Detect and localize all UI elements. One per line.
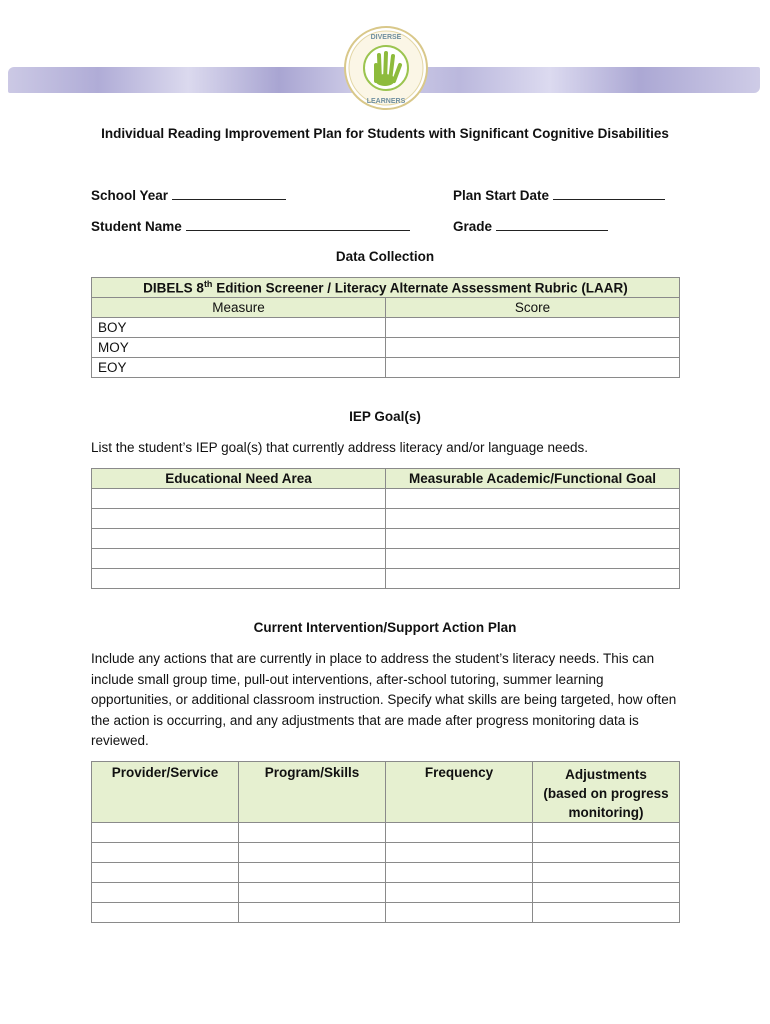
score-cell[interactable] <box>386 358 680 378</box>
grade-field[interactable] <box>453 218 608 234</box>
adjustments-cell[interactable] <box>533 883 680 903</box>
table-row <box>92 823 680 843</box>
table-row <box>92 529 680 549</box>
measure-cell: BOY <box>92 318 386 338</box>
provider-header: Provider/Service <box>92 762 239 823</box>
frequency-cell[interactable] <box>386 823 533 843</box>
data-collection-table <box>91 277 680 378</box>
table-row <box>92 358 680 378</box>
goal-header: Measurable Academic/Functional Goal <box>386 469 680 489</box>
diverse-learners-logo <box>343 25 429 111</box>
provider-cell[interactable] <box>92 863 239 883</box>
program-header: Program/Skills <box>239 762 386 823</box>
need-area-header: Educational Need Area <box>92 469 386 489</box>
frequency-cell[interactable] <box>386 843 533 863</box>
iep-instruction: List the student’s IEP goal(s) that currently address literacy and/or language needs. <box>91 440 589 455</box>
adjustments-header: Adjustments (based on progress monitoring) <box>533 762 680 823</box>
table-row <box>92 489 680 509</box>
frequency-cell[interactable] <box>386 903 533 923</box>
table-row <box>92 863 680 883</box>
svg-text:DIVERSE: DIVERSE <box>370 34 402 41</box>
program-cell[interactable] <box>239 843 386 863</box>
need-area-cell[interactable] <box>92 489 386 509</box>
goal-cell[interactable] <box>386 549 680 569</box>
adjustments-cell[interactable] <box>533 823 680 843</box>
goal-cell[interactable] <box>386 569 680 589</box>
iep-goals-table <box>91 468 680 589</box>
table-row <box>92 883 680 903</box>
student-name-label: Student Name <box>91 219 182 234</box>
program-cell[interactable] <box>239 823 386 843</box>
measure-cell: MOY <box>92 338 386 358</box>
adjustments-cell[interactable] <box>533 863 680 883</box>
table-row <box>92 843 680 863</box>
table-row <box>92 903 680 923</box>
provider-cell[interactable] <box>92 903 239 923</box>
iep-goals-heading: IEP Goal(s) <box>349 409 421 424</box>
plan-start-date-label: Plan Start Date <box>453 188 550 203</box>
table-row <box>92 509 680 529</box>
table-row <box>92 338 680 358</box>
measure-header: Measure <box>92 298 386 318</box>
goal-cell[interactable] <box>386 529 680 549</box>
school-year-label: School Year <box>91 188 169 203</box>
score-header: Score <box>386 298 680 318</box>
provider-cell[interactable] <box>92 883 239 903</box>
intervention-paragraph: Include any actions that are currently in place to address the student’s literacy needs. This can include small group time, pull-out interventions, after-school tutoring, summer learning opportunities, or additional classroom instruction. Specify what skills are being targeted, how often the action is occurring, and any adjustments that are made after progress monitoring data is reviewed. <box>91 651 677 748</box>
svg-text:LEARNERS: LEARNERS <box>366 98 406 105</box>
school-year-field[interactable] <box>91 187 286 203</box>
table-row <box>92 569 680 589</box>
need-area-cell[interactable] <box>92 509 386 529</box>
provider-cell[interactable] <box>92 823 239 843</box>
need-area-cell[interactable] <box>92 549 386 569</box>
program-cell[interactable] <box>239 883 386 903</box>
frequency-cell[interactable] <box>386 863 533 883</box>
frequency-header: Frequency <box>386 762 533 823</box>
intervention-table <box>91 761 680 923</box>
frequency-cell[interactable] <box>386 883 533 903</box>
dibels-table-title: DIBELS 8th Edition Screener / Literacy Alternate Assessment Rubric (LAAR) <box>92 278 680 298</box>
table-row <box>92 549 680 569</box>
data-collection-heading: Data Collection <box>335 249 435 264</box>
program-cell[interactable] <box>239 863 386 883</box>
measure-cell: EOY <box>92 358 386 378</box>
need-area-cell[interactable] <box>92 569 386 589</box>
student-name-field[interactable] <box>91 218 410 234</box>
grade-label: Grade <box>453 219 493 234</box>
goal-cell[interactable] <box>386 509 680 529</box>
plan-start-date-field[interactable] <box>453 187 665 203</box>
adjustments-cell[interactable] <box>533 843 680 863</box>
need-area-cell[interactable] <box>92 529 386 549</box>
adjustments-cell[interactable] <box>533 903 680 923</box>
intervention-heading: Current Intervention/Support Action Plan <box>253 620 517 635</box>
score-cell[interactable] <box>386 338 680 358</box>
page-title: Individual Reading Improvement Plan for Students with Significant Cognitive Disabilities <box>101 126 669 141</box>
score-cell[interactable] <box>386 318 680 338</box>
table-row <box>92 318 680 338</box>
goal-cell[interactable] <box>386 489 680 509</box>
program-cell[interactable] <box>239 903 386 923</box>
provider-cell[interactable] <box>92 843 239 863</box>
